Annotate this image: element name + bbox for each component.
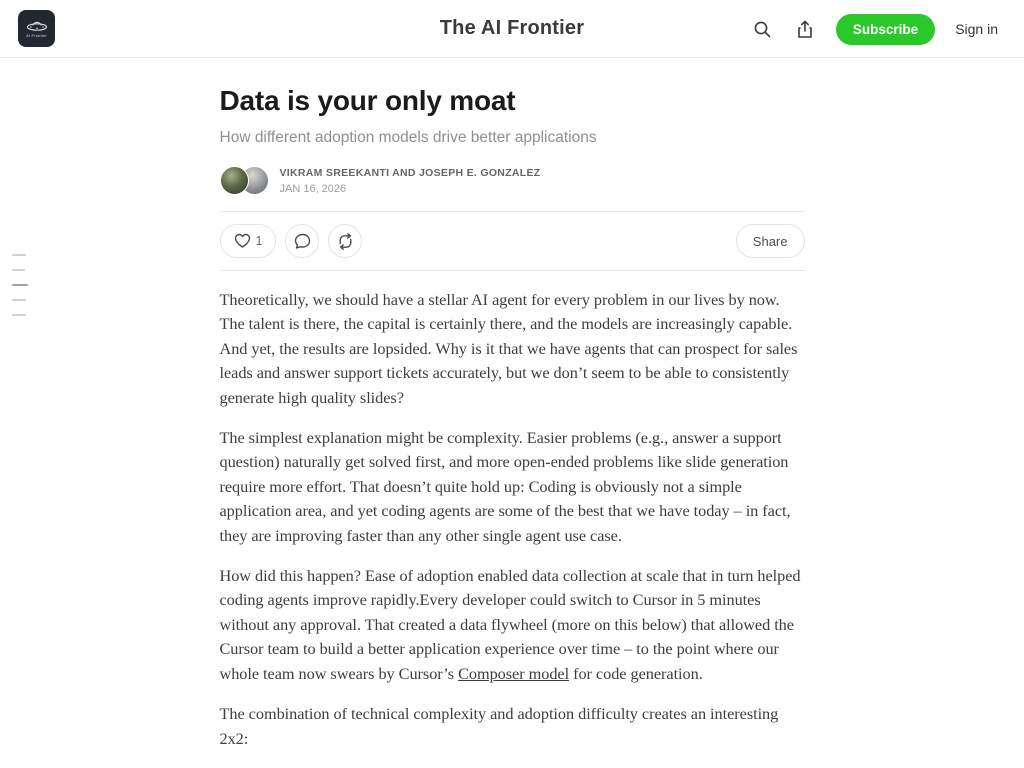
logo-label: AI Frontier xyxy=(26,33,47,38)
paragraph-1: Theoretically, we should have a stellar AI agent for every problem in our lives by now. The talent is there, the capital is certainly there, and the models are increasingly capable. And yet, the results are lopsided. Why is it that we have agents that can prospect for sales leads and answer support tickets accurately, but we don’t seem to be able to consistently generate high quality slides? xyxy=(219,290,798,407)
divider-bottom xyxy=(220,270,805,271)
sign-in-link[interactable]: Sign in xyxy=(955,21,998,37)
like-button[interactable] xyxy=(220,224,277,258)
heart-icon xyxy=(234,233,251,249)
byline xyxy=(220,166,805,195)
paragraph-3-text-after: for code generation. xyxy=(569,663,703,683)
restack-button[interactable] xyxy=(328,224,362,258)
paragraph-3-text: How did this happen? Ease of adoption enabled data collection at scale that in turn helped coding agents improve rapidly.Every developer could switch to Cursor in 5 minutes without any approval. That created a data flywheel (more on this below) that allowed the Cursor team to build a better application experience over time – to the point where our whole team now swears by Cursor’s xyxy=(219,566,801,683)
paragraph-4: The combination of technical complexity and adoption difficulty creates an interesting 2x2: xyxy=(219,704,779,748)
post-action-bar xyxy=(220,212,805,270)
outline-mark-active[interactable] xyxy=(12,284,28,286)
outline-mark[interactable] xyxy=(12,254,26,256)
comment-button[interactable] xyxy=(285,224,319,258)
search-button[interactable] xyxy=(751,18,774,41)
outline-mark[interactable] xyxy=(12,269,25,271)
composer-model-link[interactable]: Composer model xyxy=(458,663,570,683)
paragraph-2: The simplest explanation might be complexity. Easier problems (e.g., answer a support question) naturally get solved first, and more open-ended problems like slide generation require more effort. That doesn’t quite hold up: Coding is obviously not a simple application area, and yet coding agents are some of the best that we have today – in fact, they are improving faster than any other single agent use case. xyxy=(219,428,791,545)
share-header-button[interactable] xyxy=(794,18,816,41)
post-date: JAN 16, 2026 xyxy=(279,182,347,195)
author-avatars[interactable] xyxy=(220,166,269,195)
author-names[interactable]: VIKRAM SREEKANTI AND JOSEPH E. GONZALEZ xyxy=(279,166,541,179)
paragraph-3 xyxy=(220,564,805,686)
article-container xyxy=(220,58,805,751)
post-body xyxy=(220,288,805,751)
post-title: Data is your only moat xyxy=(219,85,516,116)
scroll-outline-indicator[interactable] xyxy=(12,254,28,329)
like-count: 1 xyxy=(255,234,263,248)
outline-mark[interactable] xyxy=(12,314,26,316)
search-icon xyxy=(753,20,772,39)
publication-title[interactable]: The AI Frontier xyxy=(439,17,585,39)
restack-icon xyxy=(337,233,354,250)
header-actions xyxy=(751,0,998,58)
share-icon xyxy=(796,20,814,39)
comment-icon xyxy=(294,233,311,250)
subscribe-button[interactable]: Subscribe xyxy=(836,14,935,45)
post-subtitle: How different adoption models drive better applications xyxy=(219,129,597,146)
share-post-button[interactable]: Share xyxy=(736,224,805,258)
outline-mark[interactable] xyxy=(12,299,26,301)
avatar-vikram[interactable] xyxy=(220,166,249,195)
top-navigation-bar xyxy=(0,0,1024,58)
